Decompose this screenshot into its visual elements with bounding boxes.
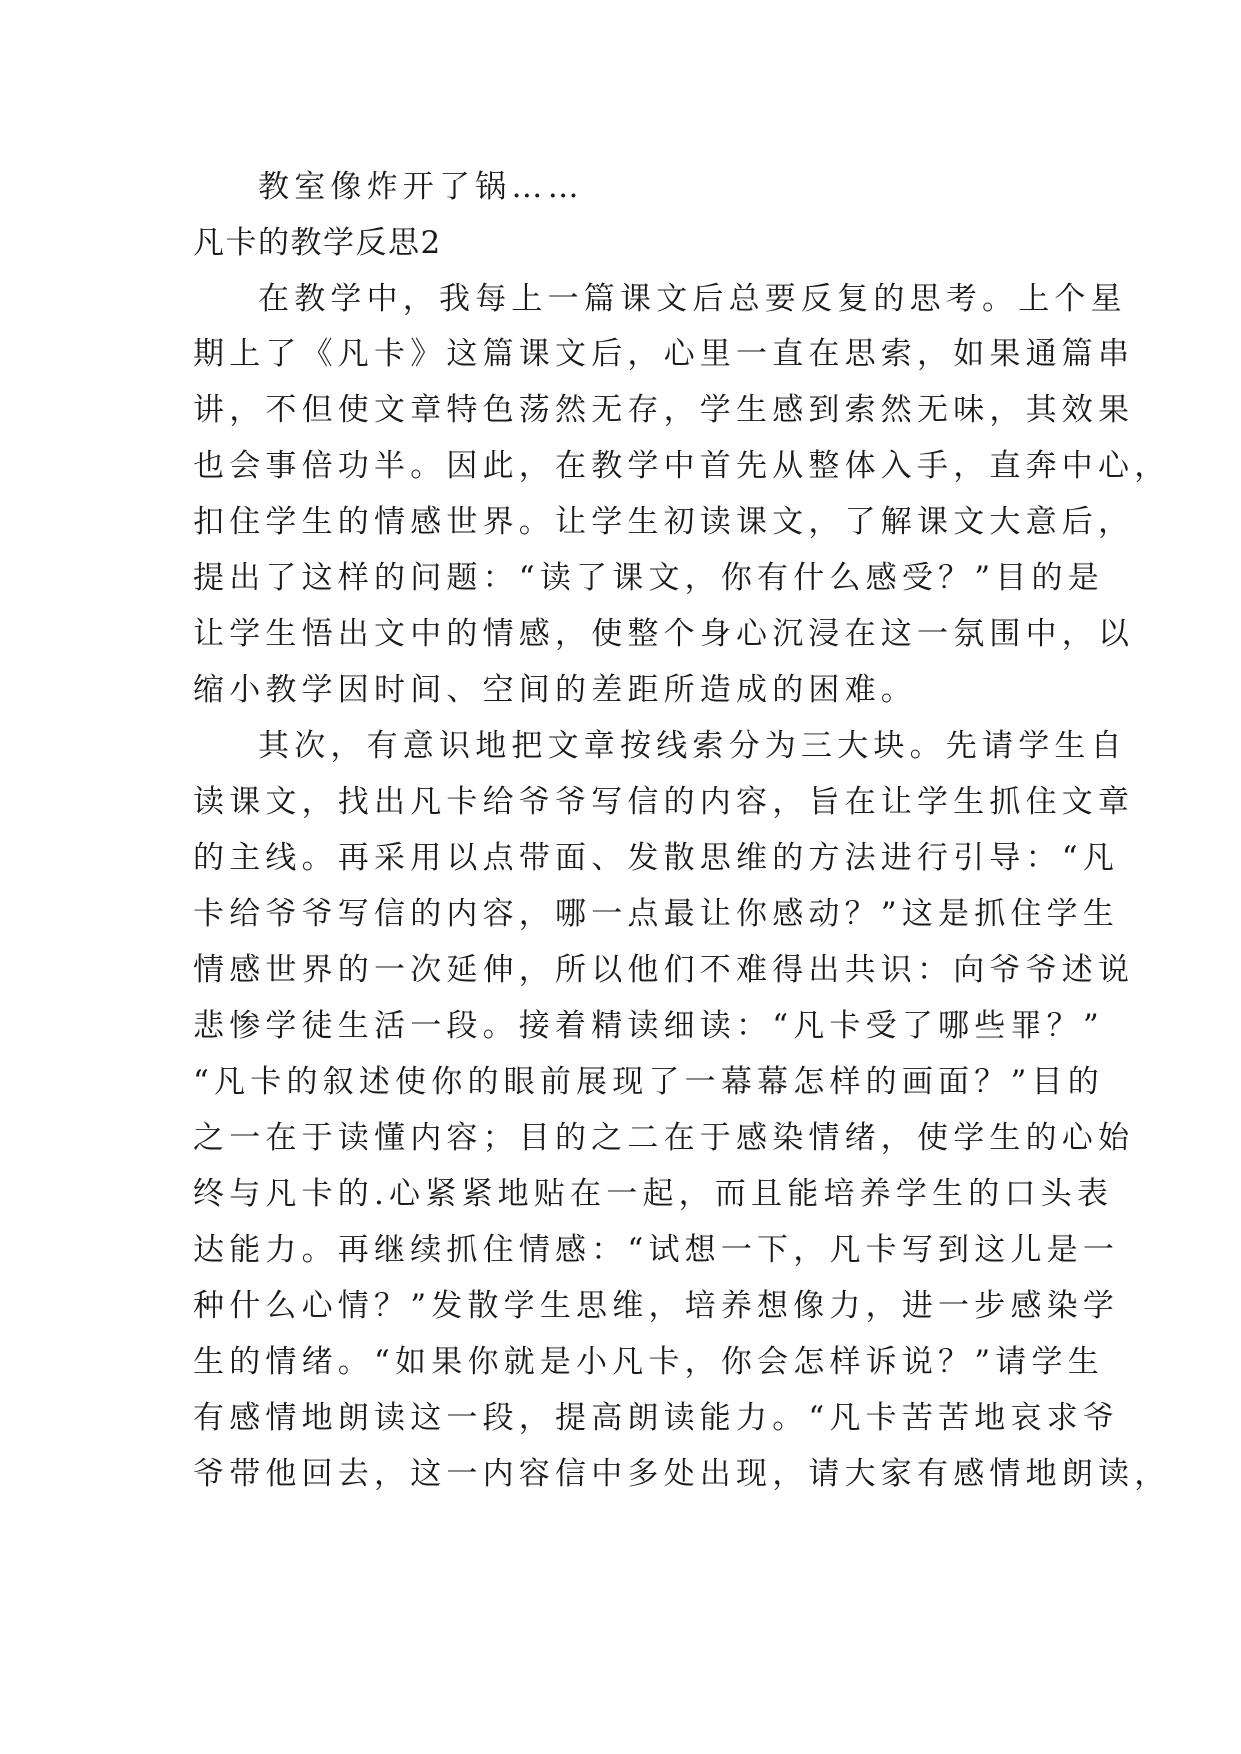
text-line: 扣住学生的情感世界。让学生初读课文，了解课文大意后， [193,504,1135,540]
text-line: 之一在于读懂内容；目的之二在于感染情绪，使学生的心始 [193,1120,1135,1156]
text-line: 终与凡卡的.心紧紧地贴在一起，而且能培养学生的口头表 [193,1176,1114,1212]
text-line: 情感世界的一次延伸，所以他们不难得出共识：向爷爷述说 [193,952,1135,988]
text-line: 达能力。再继续抓住情感：“试想一下，凡卡写到这儿是一 [193,1232,1120,1268]
text-line: “凡卡的叙述使你的眼前展现了一幕幕怎样的画面？”目的 [193,1064,1104,1100]
text-line: 也会事倍功半。因此，在教学中首先从整体入手，直奔中心， [193,448,1171,484]
text-line: 其次，有意识地把文章按线索分为三大块。先请学生自 [258,728,1127,764]
text-line: 读课文，找出凡卡给爷爷写信的内容，旨在让学生抓住文章 [193,784,1135,820]
text-line: 缩小教学因时间、空间的差距所造成的困难。 [193,672,917,708]
section-title: 凡卡的教学反思2 [193,225,442,261]
text-line: 悲惨学徒生活一段。接着精读细读：“凡卡受了哪些罪？” [193,1008,1104,1044]
text-line: 期上了《凡卡》这篇课文后，心里一直在思索，如果通篇串 [193,336,1135,372]
text-line: 教室像炸开了锅…… [258,169,584,205]
text-line: 在教学中，我每上一篇课文后总要反复的思考。上个星 [258,281,1127,317]
text-line: 讲，不但使文章特色荡然无存，学生感到索然无味，其效果 [193,392,1135,428]
text-line: 的主线。再采用以点带面、发散思维的方法进行引导：“凡 [193,840,1120,876]
text-line: 让学生悟出文中的情感，使整个身心沉浸在这一氛围中，以 [193,616,1135,652]
text-line: 提出了这样的问题：“读了课文，你有什么感受？”目的是 [193,560,1104,596]
text-line: 生的情绪。“如果你就是小凡卡，你会怎样诉说？”请学生 [193,1344,1104,1380]
text-line: 种什么心情？”发散学生思维，培养想像力，进一步感染学 [193,1288,1120,1324]
text-line: 有感情地朗读这一段，提高朗读能力。“凡卡苦苦地哀求爷 [193,1400,1120,1436]
text-line: 爷带他回去，这一内容信中多处出现，请大家有感情地朗读， [193,1456,1171,1492]
text-line: 卡给爷爷写信的内容，哪一点最让你感动？”这是抓住学生 [193,896,1120,932]
